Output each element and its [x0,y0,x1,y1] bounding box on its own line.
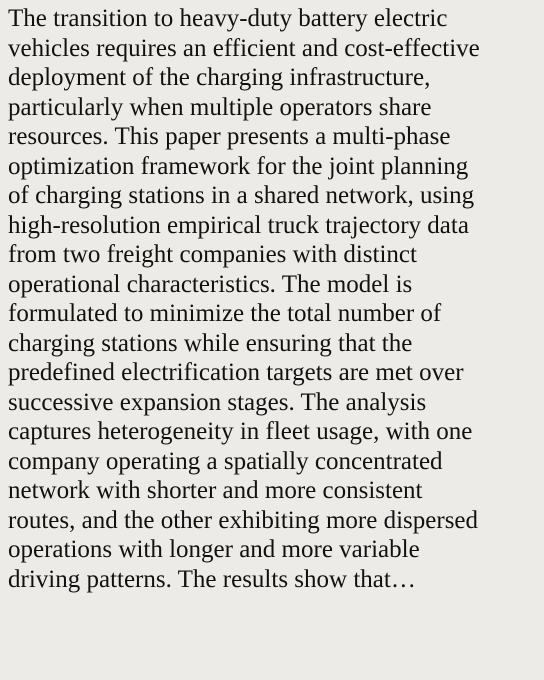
abstract-line-9: from two freight companies with distinct [8,241,417,268]
abstract-text [8,4,536,594]
abstract-line-13: predefined electrification targets are met over [8,359,464,386]
abstract-line-11: formulated to minimize the total number of [8,300,442,327]
abstract-line-15: captures heterogeneity in fleet usage, with one [8,418,473,445]
abstract-line-16: company operating a spatially concentrated [8,447,443,475]
abstract-line-2: vehicles requires an efficient and cost-effective [8,34,480,62]
abstract-line-3: deployment of the charging infrastructure, [8,64,431,91]
abstract-line-8: high-resolution empirical truck trajectory data [8,211,469,239]
abstract-line-18: routes, and the other exhibiting more dispersed [8,506,479,534]
abstract-line-12: charging stations while ensuring that the [8,329,413,357]
abstract-line-19: operations with longer and more variable [8,536,420,563]
abstract-line-5: resources. This paper presents a multi-phase [8,123,451,150]
abstract-line-7: of charging stations in a shared network, using [8,182,475,209]
abstract-line-1: The transition to heavy-duty battery electric [8,5,448,32]
abstract-line-14: successive expansion stages. The analysis [8,388,427,416]
abstract-line-20: driving patterns. The results show that… [8,565,416,593]
abstract-line-4: particularly when multiple operators share [8,93,432,121]
abstract-line-17: network with shorter and more consistent [8,477,423,504]
abstract-line-6: optimization framework for the joint planning [8,152,469,180]
abstract-line-10: operational characteristics. The model is [8,270,413,298]
